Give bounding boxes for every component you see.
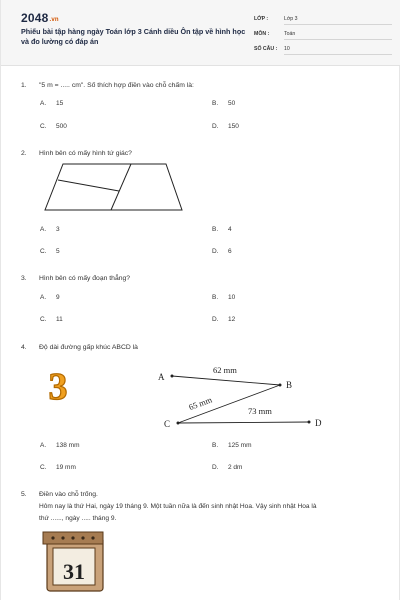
option-1d[interactable]: [212, 123, 239, 130]
option-letter: B.: [212, 100, 219, 107]
option-2c[interactable]: [40, 248, 60, 255]
option-text: 50: [228, 100, 236, 107]
option-3a[interactable]: [40, 294, 60, 301]
length-label-bc: 65 mm: [187, 394, 214, 413]
option-letter: D.: [212, 316, 219, 323]
question-text: Hình bên có mấy hình tứ giác?: [39, 150, 132, 157]
question-number: 3.: [21, 275, 27, 282]
worksheet-header: [1, 0, 400, 66]
meta-subject-key: MÔN :: [254, 31, 270, 37]
option-text: 138 mm: [56, 442, 80, 449]
question-5-line-1: Hôm nay là thứ Hai, ngày 19 tháng 9. Một tuần nữa là đến sinh nhật Hoa. Vậy sinh nhật Hoa là: [39, 503, 317, 510]
question-text: "5 m = ..... cm". Số thích hợp điền vào chỗ chấm là:: [39, 82, 194, 89]
meta-count: [254, 46, 290, 52]
quadrilateral-figure: [41, 162, 186, 214]
meta-divider: [284, 39, 392, 40]
worksheet-title: Phiếu bài tập hàng ngày Toán lớp 3 Cánh diều Ôn tập về hình học và đo lường có đáp án: [21, 27, 246, 46]
meta-subject: [254, 31, 295, 37]
length-label-ab: 62 mm: [213, 365, 237, 375]
question-text: Độ dài đường gấp khúc ABCD là: [39, 344, 138, 351]
meta-divider: [284, 54, 392, 55]
meta-count-value: 10: [284, 46, 290, 52]
option-letter: C.: [40, 248, 47, 255]
option-text: 15: [56, 100, 64, 107]
option-2b[interactable]: [212, 226, 232, 233]
option-letter: D.: [212, 464, 219, 471]
point-label-a: A: [158, 372, 165, 382]
length-label-cd: 73 mm: [248, 406, 272, 416]
option-3b[interactable]: [212, 294, 235, 301]
option-4a[interactable]: [40, 442, 79, 449]
calendar-day-number: 31: [63, 559, 85, 584]
number-three-glyph: 3: [48, 366, 68, 404]
option-text: 4: [228, 226, 232, 233]
option-text: 12: [228, 316, 236, 323]
option-text: 19 mm: [56, 464, 76, 471]
option-3d[interactable]: [212, 316, 235, 323]
option-letter: A.: [40, 100, 47, 107]
point-label-d: D: [315, 418, 322, 428]
question-5-body: [39, 501, 389, 524]
inner-line-slant: [111, 164, 131, 210]
option-1b[interactable]: [212, 100, 235, 107]
option-3c[interactable]: [40, 316, 63, 323]
meta-class-key: LỚP :: [254, 16, 269, 22]
logo-suffix: .vn: [49, 17, 59, 23]
point-label-b: B: [286, 380, 293, 390]
option-text: 3: [56, 226, 60, 233]
option-1a[interactable]: [40, 100, 63, 107]
meta-count-key: SỐ CÂU :: [254, 46, 278, 52]
option-letter: B.: [212, 226, 219, 233]
option-letter: A.: [40, 226, 47, 233]
option-text: 150: [228, 123, 239, 130]
option-2a[interactable]: [40, 226, 60, 233]
question-text: Điền vào chỗ trống.: [39, 491, 98, 498]
meta-subject-value: Toán: [284, 31, 296, 37]
option-text: 6: [228, 248, 232, 255]
option-letter: B.: [212, 294, 219, 301]
option-letter: A.: [40, 442, 47, 449]
option-4d[interactable]: [212, 464, 242, 471]
option-letter: D.: [212, 248, 219, 255]
option-text: 5: [56, 248, 60, 255]
option-letter: D.: [212, 123, 219, 130]
option-text: 10: [228, 294, 236, 301]
option-letter: C.: [40, 123, 47, 130]
meta-divider: [284, 24, 392, 25]
calendar-icon: [41, 528, 109, 594]
site-logo[interactable]: [21, 11, 59, 25]
meta-class-value: Lớp 3: [284, 16, 298, 22]
option-letter: C.: [40, 316, 47, 323]
option-text: 11: [56, 316, 63, 323]
question-text: Hình bên có mấy đoạn thẳng?: [39, 275, 131, 282]
question-number: 2.: [21, 150, 27, 157]
option-letter: B.: [212, 442, 219, 449]
point-label-c: C: [164, 419, 171, 429]
question-5-line-2: thứ ......, ngày ..... tháng 9.: [39, 514, 117, 522]
option-text: 9: [56, 294, 60, 301]
question-number: 5.: [21, 491, 27, 498]
number-three-icon: [41, 366, 75, 404]
meta-class: [254, 16, 298, 22]
option-4c[interactable]: [40, 464, 76, 471]
option-letter: A.: [40, 294, 47, 301]
option-text: 2 dm: [228, 464, 243, 471]
option-text: 125 mm: [228, 442, 252, 449]
question-number: 4.: [21, 344, 27, 351]
inner-line-cross: [58, 180, 119, 191]
logo-main: 2048: [21, 11, 49, 25]
polyline-figure: [151, 360, 336, 435]
option-2d[interactable]: [212, 248, 232, 255]
option-1c[interactable]: [40, 123, 67, 130]
option-text: 500: [56, 123, 67, 130]
option-letter: C.: [40, 464, 47, 471]
question-number: 1.: [21, 82, 27, 89]
option-4b[interactable]: [212, 442, 251, 449]
